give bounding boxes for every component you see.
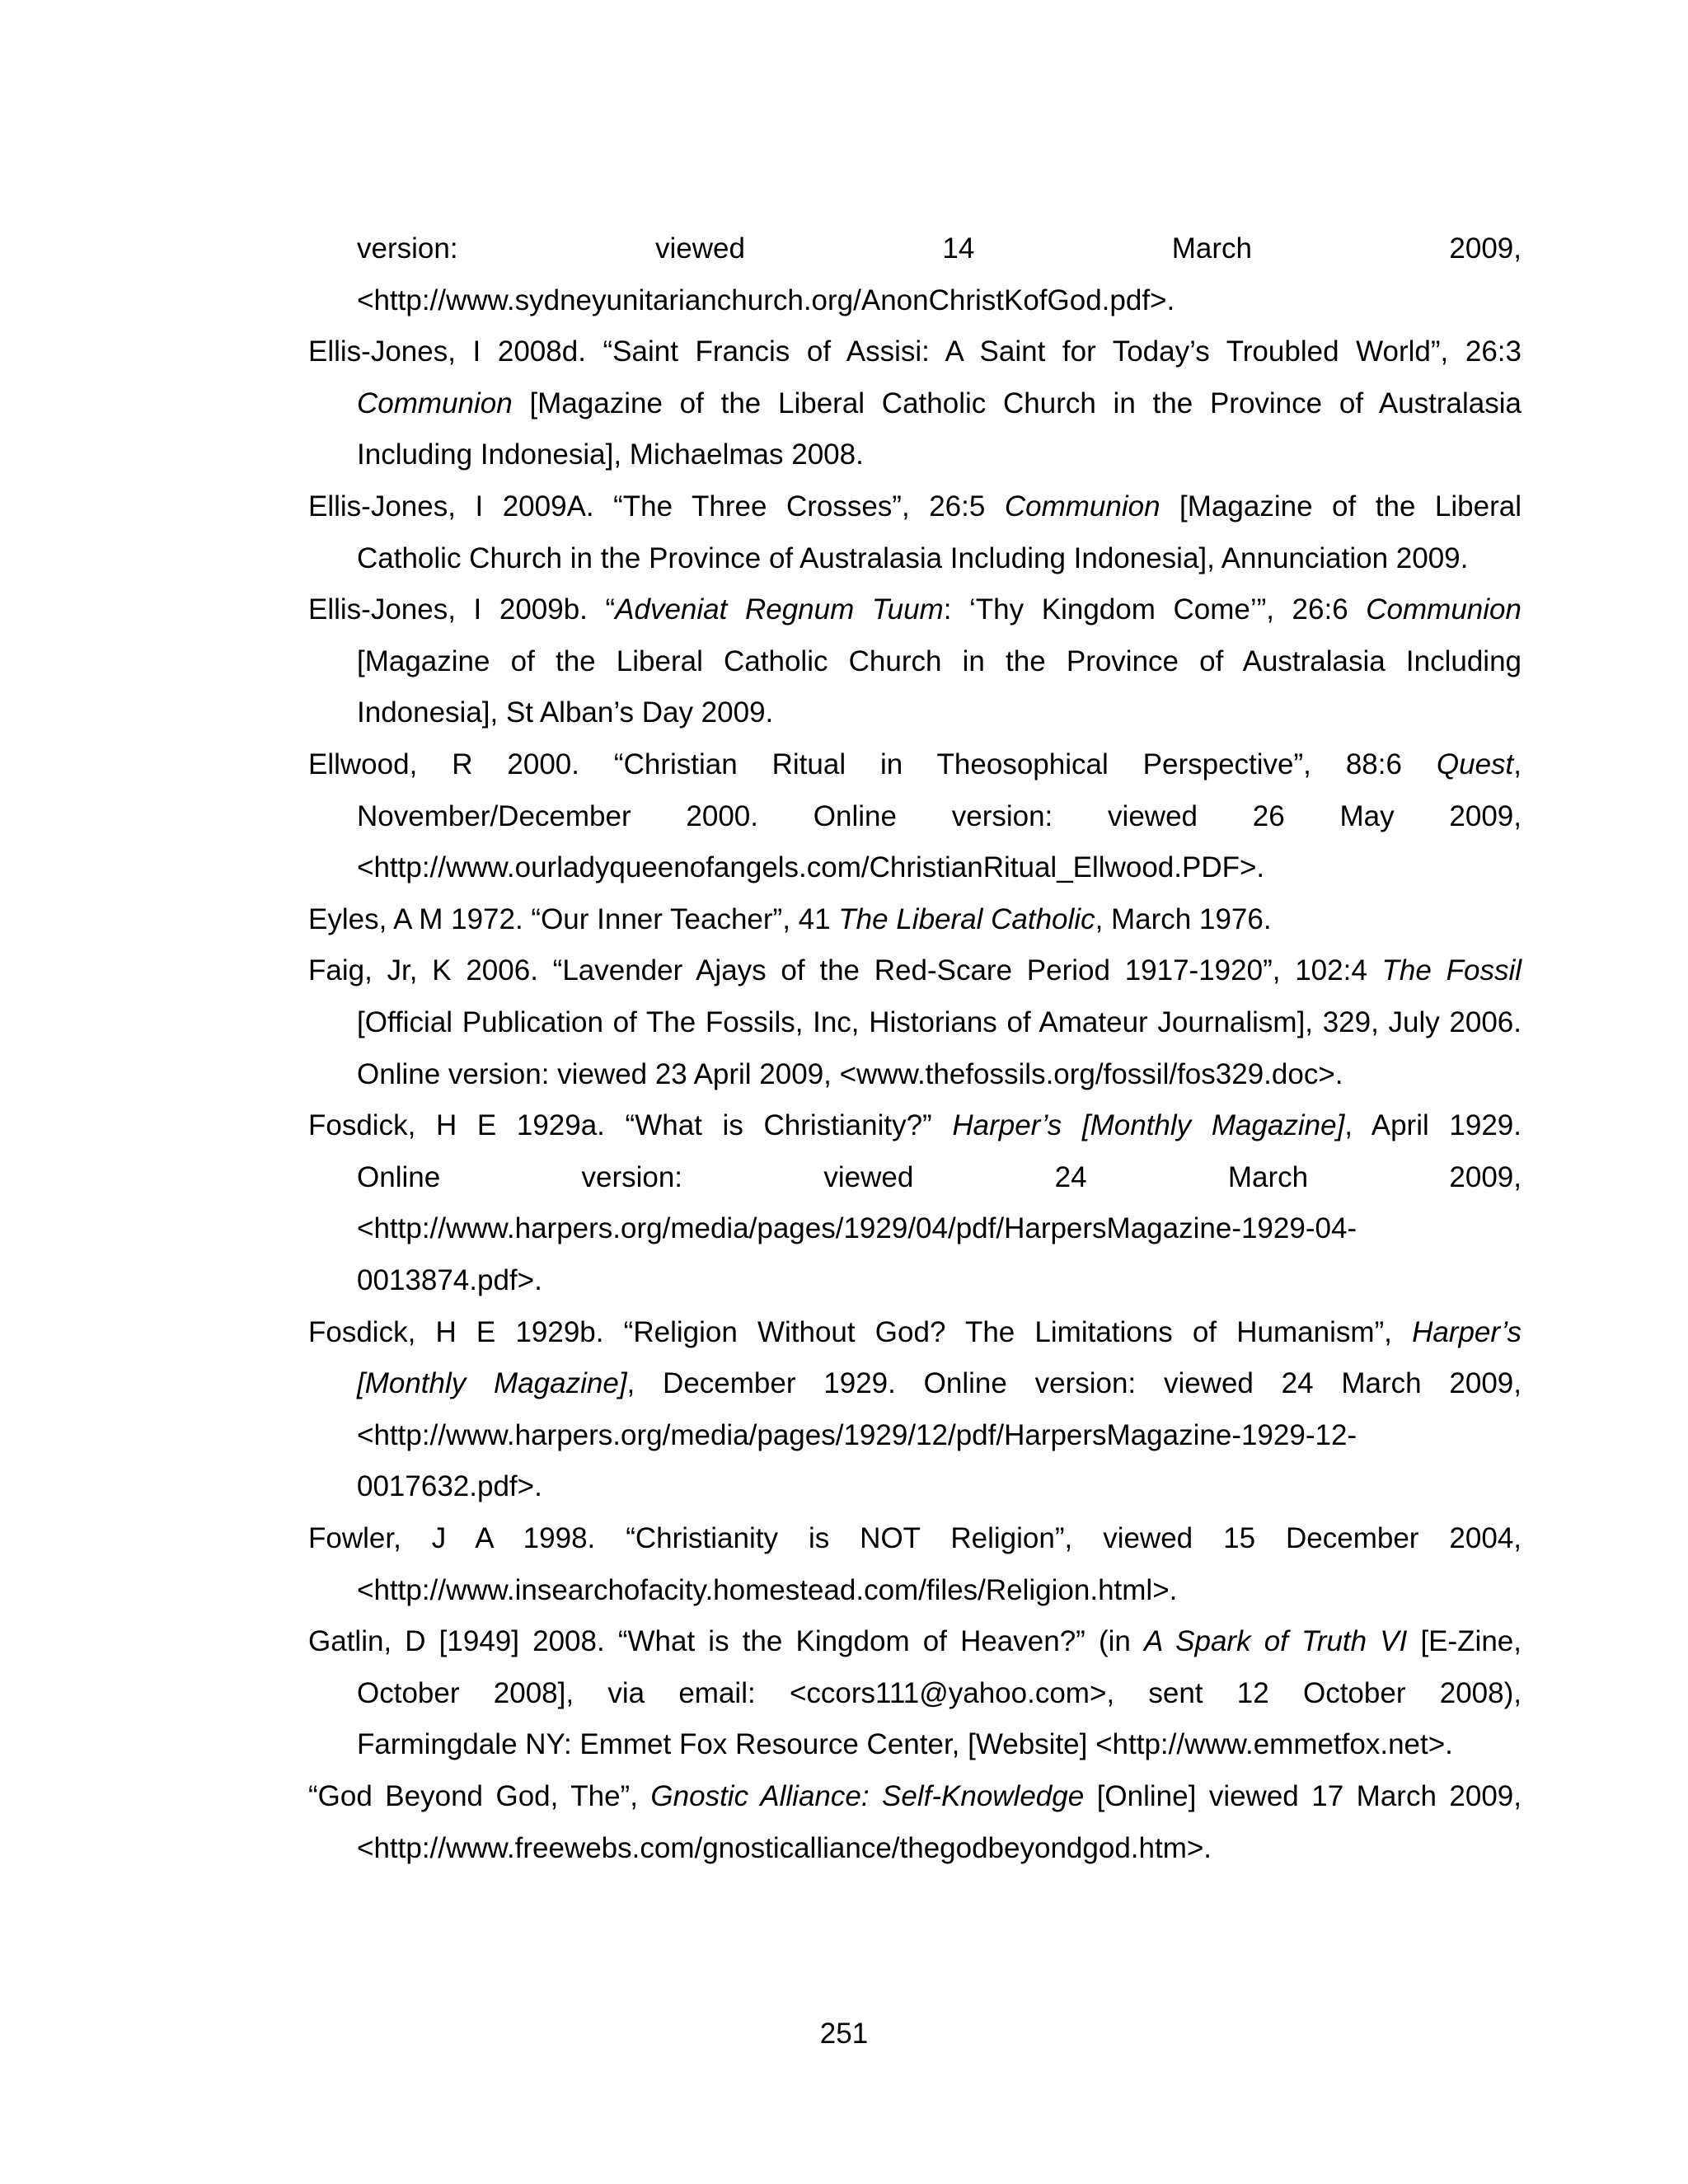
- reference-line-first: [308, 335, 1522, 368]
- reference-text: , April 1929.: [1344, 1109, 1522, 1141]
- reference-text: [Magazine of the Liberal: [1160, 490, 1522, 523]
- reference-text: <http://www.ourladyqueenofangels.com/ChristianRitual_Ellwood.PDF>.: [357, 851, 1265, 883]
- reference-text: : ‘Thy Kingdom Come’”, 26:6: [943, 593, 1367, 626]
- reference-line-continued: [357, 1832, 1212, 1865]
- reference-text: Faig, Jr, K 2006. “Lavender Ajays of the Red-Scare Period 1917-1920”, 102:4: [308, 954, 1382, 987]
- reference-text: <http://www.harpers.org/media/pages/1929/12/pdf/HarpersMagazine-1929-12-: [357, 1419, 1357, 1451]
- reference-line-first: [308, 1316, 1522, 1349]
- reference-text: [Magazine of the Liberal Catholic Church in the Province of Australasia Including: [357, 645, 1522, 677]
- reference-text: Including Indonesia], Michaelmas 2008.: [357, 438, 864, 471]
- reference-line-continued: [357, 1367, 1522, 1400]
- reference-text: ,: [1513, 748, 1522, 780]
- italic-title: Quest: [1436, 748, 1514, 780]
- reference-text: Ellwood, R 2000. “Christian Ritual in Theosophical Perspective”, 88:6: [308, 748, 1437, 780]
- reference-line-continued: [357, 387, 1522, 420]
- italic-title: The Liberal Catholic: [838, 903, 1095, 935]
- reference-text: Gatlin, D [1949] 2008. “What is the Kingdom of Heaven?” (in: [308, 1625, 1144, 1657]
- reference-line-continued: [357, 1677, 1522, 1710]
- reference-line-continued: [357, 284, 1175, 317]
- reference-text: <http://www.freewebs.com/gnosticalliance/thegodbeyondgod.htm>.: [357, 1832, 1212, 1864]
- italic-title: A Spark of Truth VI: [1143, 1625, 1408, 1657]
- italic-title: Harper’s: [1412, 1316, 1522, 1348]
- italic-title: Communion: [1366, 593, 1522, 626]
- reference-text: <http://www.sydneyunitarianchurch.org/AnonChristKofGod.pdf>.: [357, 284, 1175, 316]
- reference-line-continued: [357, 1264, 542, 1297]
- reference-line-first: [308, 490, 1522, 523]
- reference-text: [Official Publication of The Fossils, Inc, Historians of Amateur Journalism], 329, July 2006.: [357, 1006, 1522, 1038]
- reference-text: Fosdick, H E 1929b. “Religion Without God? The Limitations of Humanism”,: [308, 1316, 1413, 1348]
- italic-title: Gnostic Alliance: Self-Knowledge: [650, 1780, 1085, 1812]
- reference-line-continued: [357, 1058, 1343, 1091]
- reference-text: November/December 2000. Online version: viewed 26 May 2009,: [357, 800, 1522, 832]
- reference-line-continued: [357, 645, 1522, 678]
- reference-text: , December 1929. Online version: viewed 24 March 2009,: [626, 1367, 1522, 1399]
- italic-title: Communion: [1004, 490, 1160, 523]
- reference-text: Online version: viewed 23 April 2009, <www.thefossils.org/fossil/fos329.doc>.: [357, 1058, 1343, 1090]
- reference-line-continued: [357, 1419, 1357, 1452]
- reference-line-first: [308, 903, 1272, 936]
- reference-line-continued: [357, 696, 773, 729]
- reference-text: Catholic Church in the Province of Australasia Including Indonesia], Annunciation 2009.: [357, 542, 1469, 574]
- reference-text: 0017632.pdf>.: [357, 1470, 542, 1502]
- reference-text: [Online] viewed 17 March 2009,: [1084, 1780, 1522, 1812]
- reference-text: 0013874.pdf>.: [357, 1264, 542, 1296]
- reference-line-continued: [357, 800, 1522, 833]
- reference-line-continued: [357, 438, 864, 471]
- reference-line-first: [308, 1522, 1522, 1555]
- reference-line-first: [308, 954, 1522, 987]
- reference-text: Fowler, J A 1998. “Christianity is NOT Religion”, viewed 15 December 2004,: [308, 1522, 1522, 1554]
- reference-text: Indonesia], St Alban’s Day 2009.: [357, 696, 774, 729]
- reference-line-first: [308, 1780, 1522, 1813]
- reference-text: Fosdick, H E 1929a. “What is Christianity?”: [308, 1109, 953, 1141]
- reference-line-continued: [357, 1006, 1522, 1039]
- reference-line-continued: [357, 1212, 1357, 1245]
- reference-text: October 2008], via email: <ccors111@yahoo.com>, sent 12 October 2008),: [357, 1677, 1522, 1709]
- italic-title: [Monthly Magazine]: [357, 1367, 627, 1399]
- reference-text: Online version: viewed 24 March 2009,: [357, 1161, 1522, 1193]
- page-number: 251: [819, 2018, 869, 2050]
- reference-line-continued: [357, 1574, 1177, 1607]
- reference-text: <http://www.insearchofacity.homestead.com/files/Religion.html>.: [357, 1574, 1178, 1606]
- reference-line-continued: [357, 1161, 1522, 1194]
- reference-line-first: [308, 593, 1522, 626]
- reference-line-continued: [357, 1470, 542, 1503]
- reference-text: Farmingdale NY: Emmet Fox Resource Center, [Website] <http://www.emmetfox.net>.: [357, 1728, 1453, 1760]
- reference-line-first: [308, 1109, 1522, 1142]
- reference-text: <http://www.harpers.org/media/pages/1929/04/pdf/HarpersMagazine-1929-04-: [357, 1212, 1357, 1244]
- reference-line-continued: [357, 232, 1522, 265]
- reference-text: Eyles, A M 1972. “Our Inner Teacher”, 41: [308, 903, 839, 935]
- italic-title: Harper’s [Monthly Magazine]: [952, 1109, 1345, 1141]
- italic-title: The Fossil: [1381, 954, 1522, 987]
- italic-title: Adveniat Regnum Tuum: [615, 593, 944, 626]
- reference-line-continued: [357, 851, 1264, 884]
- reference-line-continued: [357, 542, 1468, 575]
- reference-text: version: viewed 14 March 2009,: [357, 232, 1522, 265]
- reference-text: Ellis-Jones, I 2009A. “The Three Crosses”, 26:5: [308, 490, 1005, 523]
- reference-text: [Magazine of the Liberal Catholic Church in the Province of Australasia: [512, 387, 1522, 419]
- reference-line-continued: [357, 1728, 1453, 1761]
- reference-text: “God Beyond God, The”,: [308, 1780, 651, 1812]
- reference-text: , March 1976.: [1095, 903, 1272, 935]
- reference-text: [E-Zine,: [1407, 1625, 1522, 1657]
- reference-line-first: [308, 1625, 1522, 1658]
- reference-line-first: [308, 748, 1522, 781]
- reference-text: Ellis-Jones, I 2008d. “Saint Francis of Assisi: A Saint for Today’s Troubled World”, 26:3: [308, 335, 1522, 368]
- reference-text: Ellis-Jones, I 2009b. “: [308, 593, 616, 626]
- italic-title: Communion: [357, 387, 513, 419]
